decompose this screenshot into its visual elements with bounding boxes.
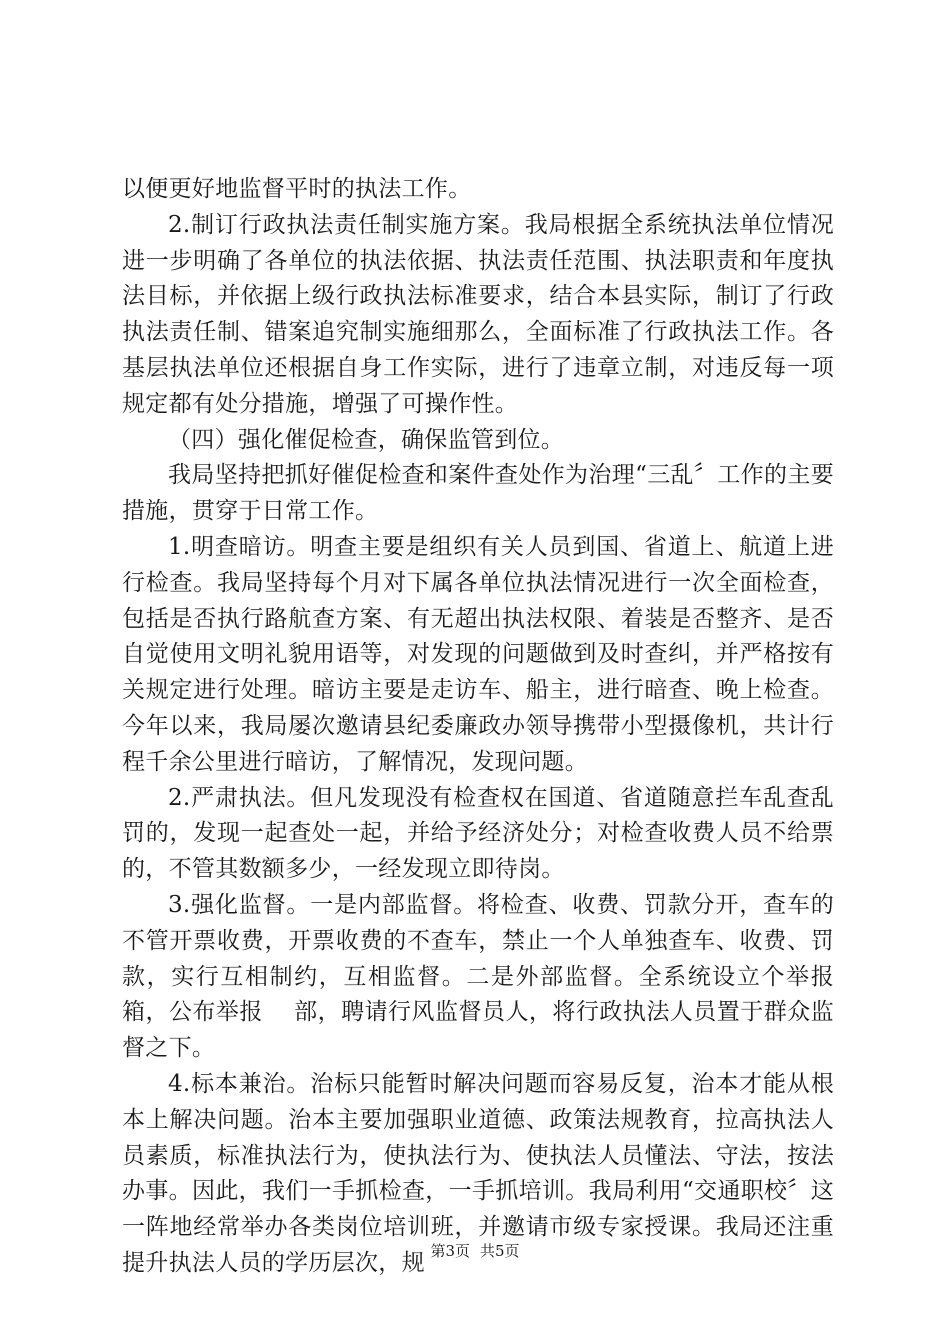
paragraph-item-3-supervision: 3.强化监督。一是内部监督。将检查、收费、罚款分开，查车的不管开票收费，开票收费的不查车，禁止一个人单独查车、收费、罚款，实行互相制约，互相监督。二是外部监督。全系统设立个举报箱，公布举报 部，聘请行风监督员人，将行政执法人员置于群众监督之下。 — [122, 891, 834, 1062]
page-footer — [0, 1240, 950, 1261]
paragraph-item-4-root-cause: 4.标本兼治。治标只能暂时解决问题而容易反复，治本才能从根本上解决问题。治本主要加强职业道德、政策法规教育，拉高执法人员素质，标准执法行为，使执法行为、使执法人员懂法、守法，按法办事。因此，我们一手抓检查，一手抓培训。我局利用“交通职校〞这一阵地经常举办各类岗位培训班，并邀请市级专家授课。我局还注重提升执法人员的学历层次，规 — [122, 1070, 834, 1276]
paragraph-item-1-inspection: 1.明查暗访。明查主要是组织有关人员到国、省道上、航道上进行检查。我局坚持每个月对下属各单位执法情况进行一次全面检查，包括是否执行路航查方案、有无超出执法权限、着装是否整齐、是否自觉使用文明礼貌用语等，对发现的问题做到及时查纠，并严格按有关规定进行处理。暗访主要是走访车、船主，进行暗查、晚上检查。今年以来，我局屡次邀请县纪委廉政办领导携带小型摄像机，共计行程千余公里进行暗访，了解情况，发现问题。 — [122, 533, 834, 775]
page-total: 共5页 — [480, 1242, 520, 1260]
page-number: 第3页 — [430, 1242, 470, 1260]
paragraph-item-2-responsibility: 2.制订行政执法责任制实施方案。我局根据全系统执法单位情况进一步明确了各单位的执法依据、执法责任范围、执法职责和年度执法目标，并依据上级行政执法标准要求，结合本县实际，制订了行政执法责任制、错案追究制实施细那么，全面标准了行政执法工作。各基层执法单位还根据自身工作实际，进行了违章立制，对违反每一项规定都有处分措施，增强了可操作性。 — [122, 211, 834, 417]
document-body — [122, 172, 834, 1282]
paragraph-continuation: 以便更好地监督平时的执法工作。 — [122, 176, 472, 202]
paragraph-item-2-enforcement: 2.严肃执法。但凡发现没有检查权在国道、省道随意拦车乱查乱罚的，发现一起查处一起，并给予经济处分；对检查收费人员不给票的，不管其数额多少，一经发现立即待岗。 — [122, 784, 834, 883]
section-heading-4: （四）强化催促检查，确保监管到位。 — [168, 426, 565, 453]
paragraph-section-intro: 我局坚持把抓好催促检查和案件查处作为治理“三乱〞工作的主要措施，贯穿于日常工作。 — [122, 462, 834, 525]
